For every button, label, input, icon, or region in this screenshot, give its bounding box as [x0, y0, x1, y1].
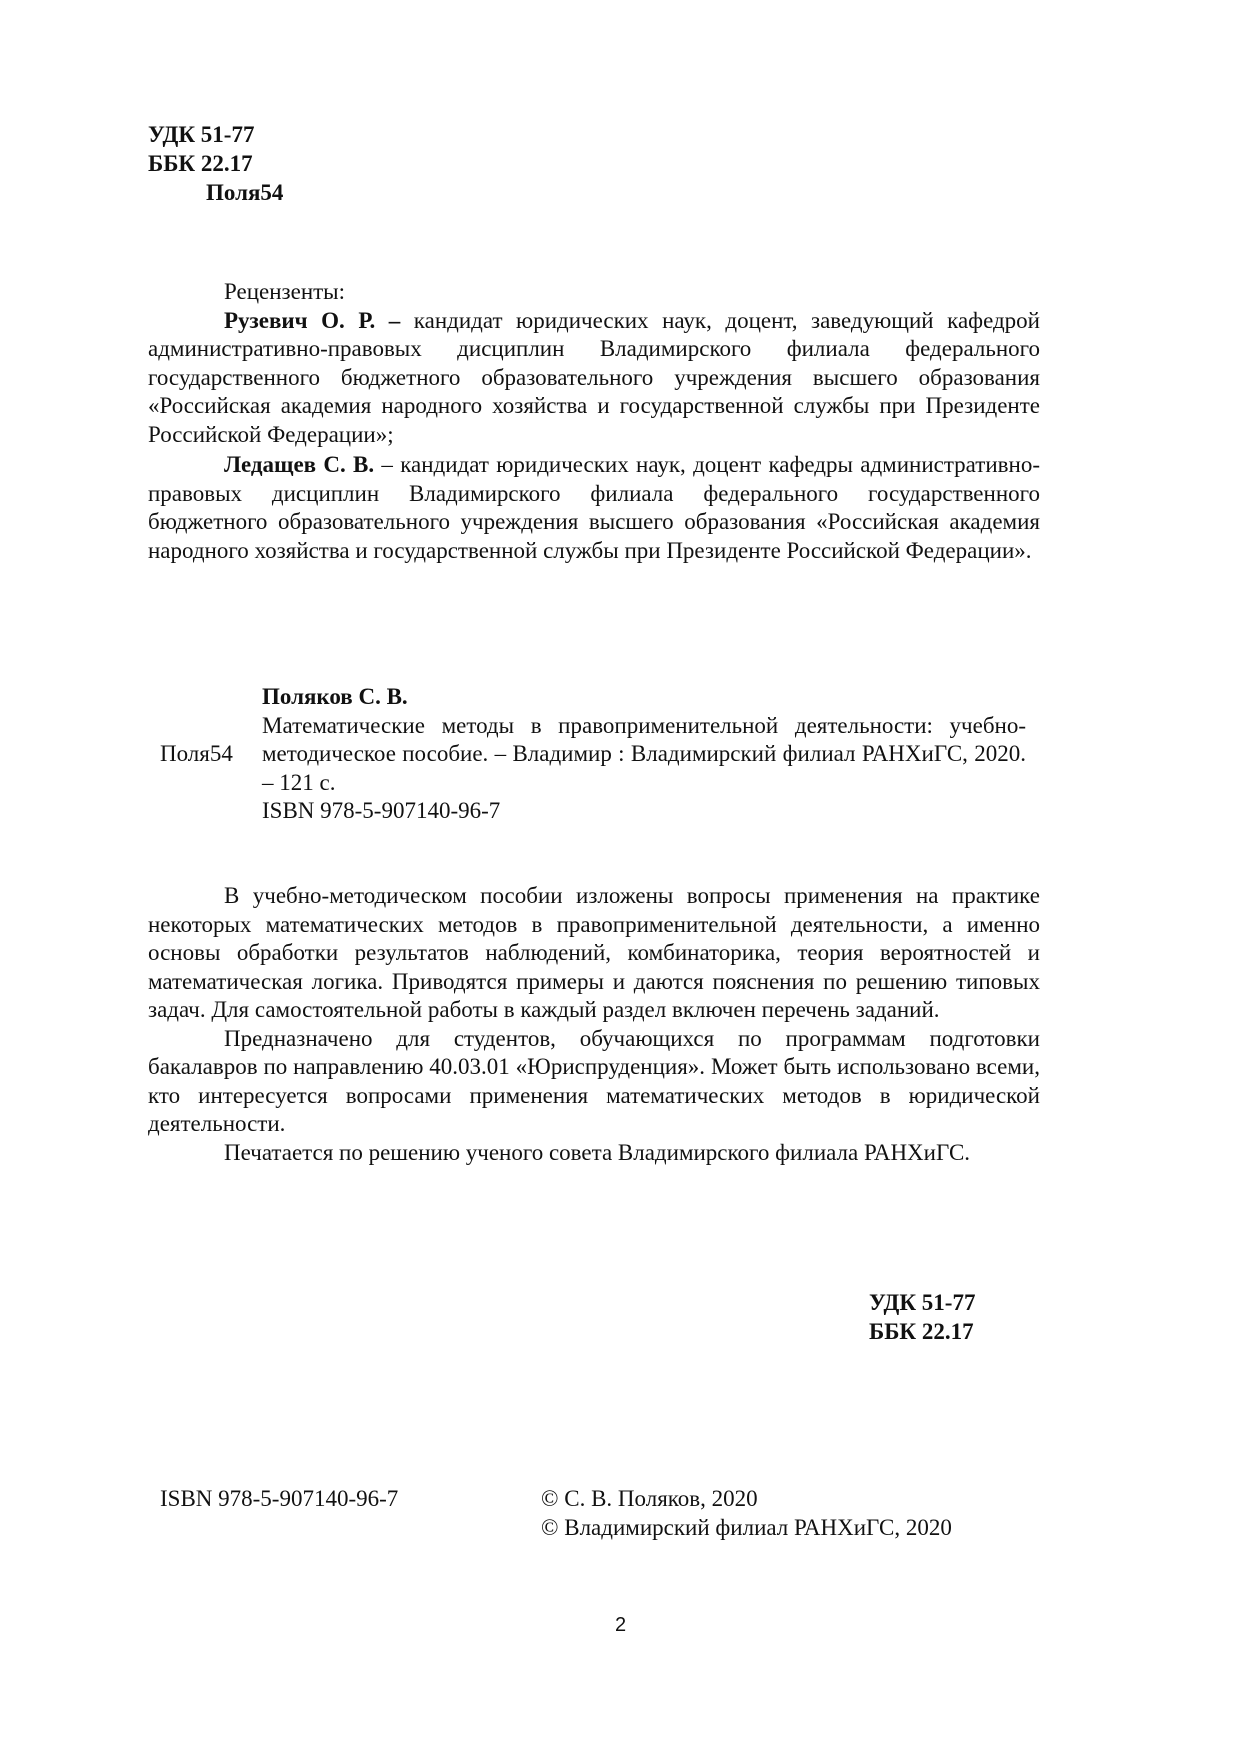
catalog-author: Поляков С. В. [262, 684, 408, 709]
udk-code: УДК 51-77 [148, 122, 255, 147]
copyright-author: © С. В. Поляков, 2020 [541, 1486, 758, 1511]
catalog-isbn: ISBN 978-5-907140-96-7 [262, 798, 501, 823]
reviewer-2 [148, 451, 1040, 565]
annotation-paragraph-2: Предназначено для студентов, обучающихся по программам подготовки бакалавров по направлению 40.03.01 «Юриспруденция». Может быть использовано всеми, кто интересуется вопросами применения математических методов в юридической деятельности. [148, 1025, 1040, 1136]
copyright-block [541, 1485, 952, 1542]
copyright-publisher: © Владимирский филиал РАНХиГС, 2020 [541, 1514, 952, 1540]
annotation-paragraph-3: Печатается по решению ученого совета Владимирского филиала РАНХиГС. [224, 1139, 971, 1165]
catalog-description: Математические методы в правоприменительной деятельности: учебно-методическое пособие. – Владимир : Владимирский филиал РАНХиГС, 2020. – 121 с. [262, 712, 1026, 795]
catalog-author-mark: Поля54 [160, 741, 233, 766]
author-mark: Поля54 [206, 180, 284, 205]
isbn-bottom: ISBN 978-5-907140-96-7 [160, 1486, 399, 1511]
top-classification-codes [148, 120, 283, 207]
reviewer-1-name: Рузевич О. Р. – [224, 307, 401, 333]
bbk-code-bottom: ББК 22.17 [869, 1319, 974, 1344]
udk-code-bottom: УДК 51-77 [869, 1290, 976, 1315]
bbk-code: ББК 22.17 [148, 151, 253, 176]
reviewer-2-name: Ледащев С. В. [224, 452, 375, 477]
reviewers-heading: Рецензенты: [224, 279, 346, 304]
reviewer-1 [148, 307, 1040, 450]
bottom-classification-codes [869, 1288, 975, 1346]
catalog-entry [262, 683, 1026, 826]
annotation-paragraph-1: В учебно-методическом пособии изложены вопросы применения на практике некоторых математических методов в правоприменительной деятельности, а именно основы обработки результатов наблюдений, комбинаторика, теория вероятностей и математическая логика. Приводятся примеры и даются пояснения по решению типовых задач. Для самостоятельной работы в каждый раздел включен перечень заданий. [148, 883, 1040, 1022]
annotation-section [148, 882, 1040, 1167]
page-number: 2 [614, 1614, 627, 1636]
reviewers-section [148, 278, 1040, 565]
reviewer-1-text: кандидат юридических наук, доцент, заведующий кафедрой административно-правовых дисциплин Владимирского филиала федерального государственного бюджетного образовательного учреждения высшего образования «Российская академия народного хозяйства и государственной службы при Президенте Российской Федерации»; [148, 307, 1040, 447]
reviewer-2-text: – кандидат юридических наук, доцент кафедры административно-правовых дисциплин Владимирского филиала федерального государственного бюджетного образовательного учреждения высшего образования «Российская академия народного хозяйства и государственной службы при Президенте Российской Федерации». [148, 452, 1040, 563]
